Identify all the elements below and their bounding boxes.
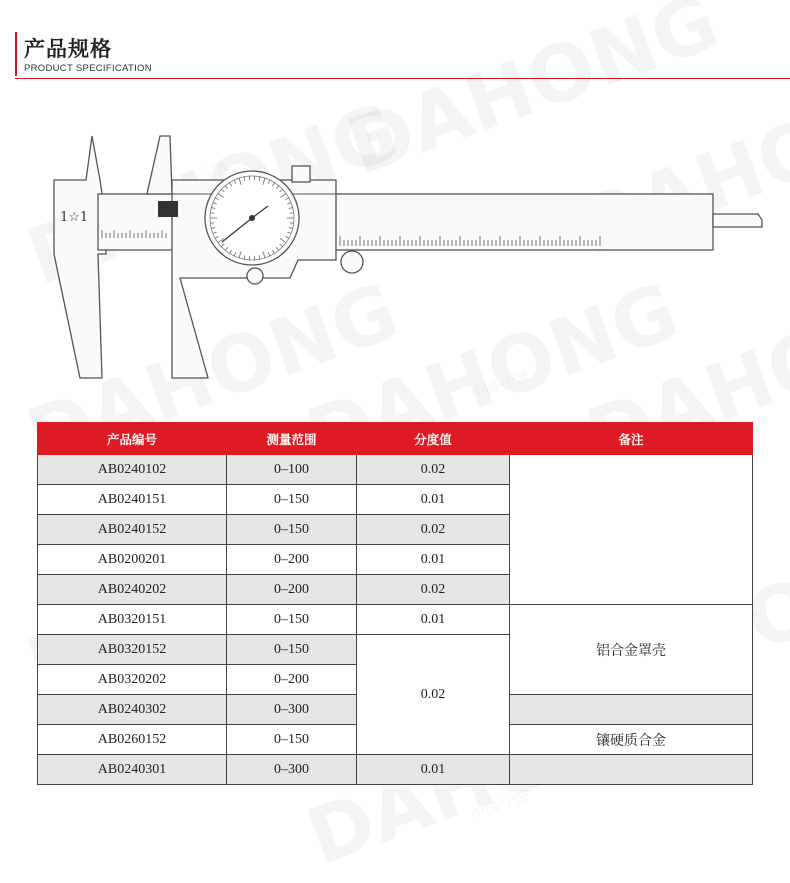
cell-remarks-carbide: 镶硬质合金 (510, 725, 753, 755)
header-accent-bar (15, 32, 17, 76)
dial-tick (210, 223, 214, 224)
product-image-dial-caliper (40, 128, 770, 386)
cell-code: AB0260152 (38, 725, 227, 755)
cell-range: 0–300 (227, 755, 357, 785)
cell-graduation: 0.01 (357, 485, 510, 515)
cell-range: 0–100 (227, 455, 357, 485)
cell-code: AB0240202 (38, 575, 227, 605)
spec-table (37, 422, 753, 785)
table-row (38, 605, 753, 635)
cell-graduation: 0.02 (357, 455, 510, 485)
cell-range: 0–150 (227, 515, 357, 545)
watermark-location: 中国·宁波 (168, 155, 232, 194)
jaw-mark: 1☆1 (60, 210, 88, 225)
table-row (38, 755, 753, 785)
cell-graduation: 0.02 (357, 515, 510, 545)
cell-code: AB0320152 (38, 635, 227, 665)
section-subtitle: PRODUCT SPECIFICATION (24, 63, 152, 74)
table-row (38, 455, 753, 485)
col-header-range: 测量范围 (227, 423, 357, 455)
dial-tick (290, 223, 294, 224)
cell-code: AB0200201 (38, 545, 227, 575)
cell-range: 0–150 (227, 725, 357, 755)
cell-range: 0–150 (227, 485, 357, 515)
cell-graduation: 0.01 (357, 605, 510, 635)
cell-remarks-empty (510, 755, 753, 785)
section-title: 产品规格 (24, 33, 112, 63)
cell-graduation: 0.01 (357, 755, 510, 785)
cell-code: AB0240301 (38, 755, 227, 785)
cell-range: 0–200 (227, 545, 357, 575)
section-header (0, 0, 790, 82)
cell-code: AB0240152 (38, 515, 227, 545)
cell-remarks-aluminum: 铝合金罩壳 (510, 605, 753, 695)
watermark-location: 中国·宁波 (468, 365, 532, 404)
col-header-code: 产品编号 (38, 423, 227, 455)
col-header-graduation: 分度值 (357, 423, 510, 455)
cell-range: 0–150 (227, 605, 357, 635)
watermark-location: 中国·宁波 (468, 785, 532, 824)
dial-tick (290, 213, 294, 214)
header-divider (15, 78, 790, 79)
cell-graduation-merged: 0.02 (357, 635, 510, 755)
cell-range: 0–200 (227, 665, 357, 695)
dial-tick (210, 213, 214, 214)
table-header-row (38, 423, 753, 455)
dial-gauge (205, 171, 299, 265)
cell-range: 0–200 (227, 575, 357, 605)
cell-code: AB0320151 (38, 605, 227, 635)
cell-graduation: 0.02 (357, 575, 510, 605)
col-header-remarks: 备注 (510, 423, 753, 455)
cell-code: AB0240102 (38, 455, 227, 485)
cell-code: AB0240302 (38, 695, 227, 725)
cell-graduation: 0.01 (357, 545, 510, 575)
cell-range: 0–150 (227, 635, 357, 665)
cell-remarks-empty (510, 455, 753, 605)
cell-code: AB0240151 (38, 485, 227, 515)
cell-remarks-empty (510, 695, 753, 725)
cell-range: 0–300 (227, 695, 357, 725)
cell-code: AB0320202 (38, 665, 227, 695)
caliper-drawing (40, 128, 770, 386)
